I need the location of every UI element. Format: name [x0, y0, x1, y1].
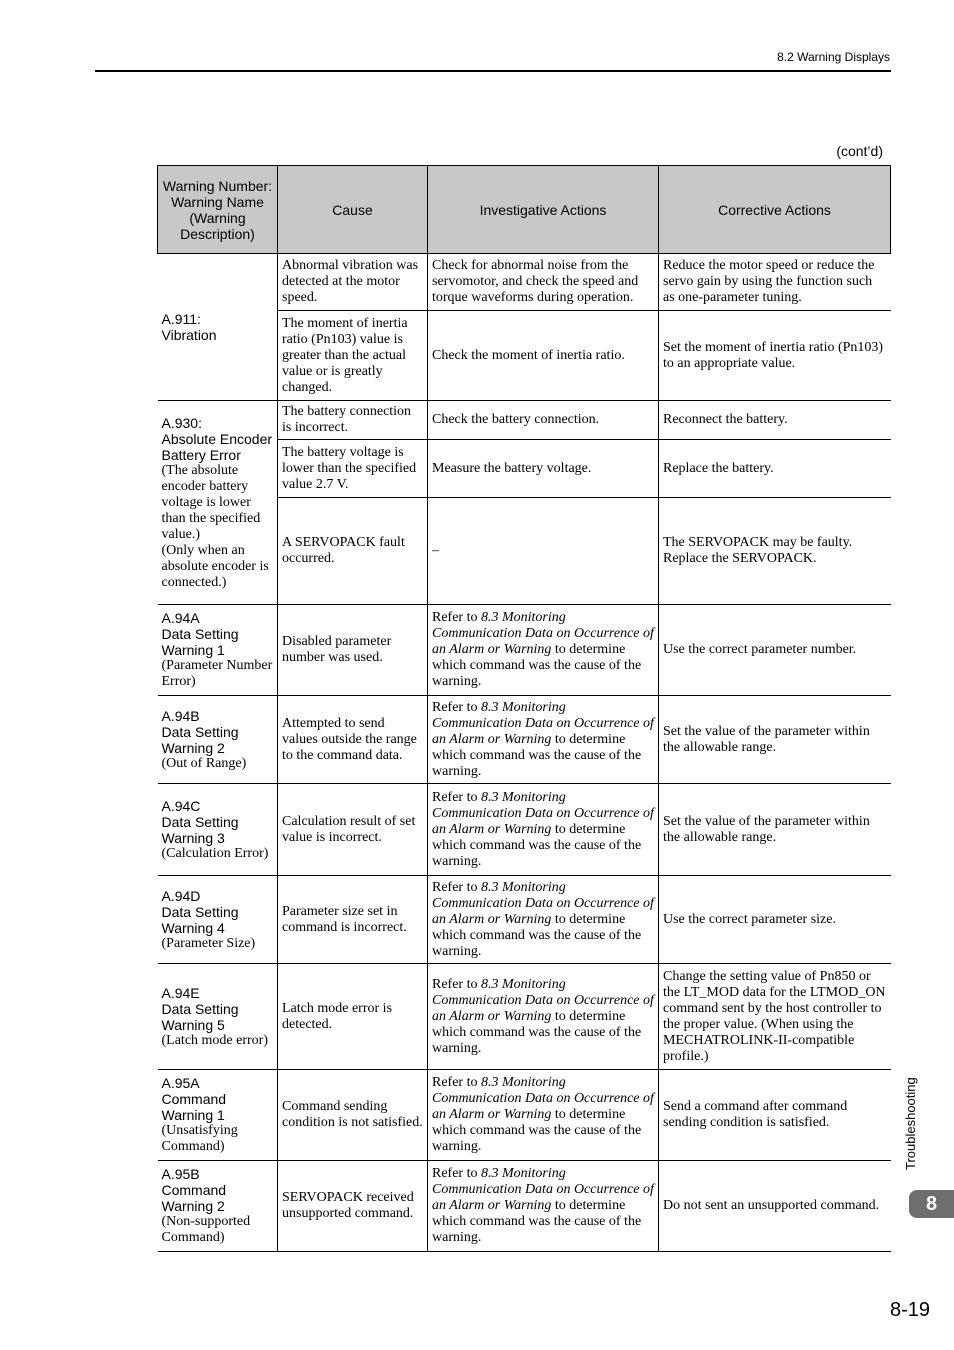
- header-cause: Cause: [278, 166, 428, 254]
- refer-prefix: Refer to: [432, 789, 481, 805]
- warning-description: (Calculation Error): [161, 845, 269, 861]
- table-row: [158, 605, 891, 696]
- warning-name: Command Warning 1: [161, 1091, 227, 1123]
- table-row: [158, 784, 891, 876]
- corrective-action-cell: Use the correct parameter size.: [659, 876, 891, 964]
- table-row: [158, 1070, 891, 1161]
- investigative-action-cell: [428, 1070, 659, 1161]
- warning-cell: [158, 784, 278, 876]
- refer-prefix: Refer to: [432, 879, 481, 895]
- refer-prefix: Refer to: [432, 1166, 481, 1181]
- warning-description: (Non-supported Command): [161, 1214, 251, 1245]
- cause-cell: Attempted to send values outside the range to the command data.: [278, 696, 428, 784]
- chapter-badge: 8: [909, 1190, 954, 1218]
- investigative-action-cell: [428, 605, 659, 696]
- warning-code: A.95B: [161, 1166, 200, 1182]
- investigative-action-cell: [428, 876, 659, 964]
- cause-cell: Disabled parameter number was used.: [278, 605, 428, 696]
- section-reference-link[interactable]: 8.3 Monitoring Communication Data on Occurrence of an Alarm or Warning: [432, 879, 654, 927]
- page-number: 8-19: [889, 1299, 930, 1321]
- table-row: [158, 401, 891, 440]
- refer-suffix: to determine which command was the cause of the warning.: [432, 731, 642, 779]
- warning-description: (Parameter Size): [161, 935, 256, 951]
- investigative-action-cell: [428, 440, 659, 498]
- investigative-action-cell: [428, 696, 659, 784]
- refer-prefix: Refer to: [432, 976, 481, 992]
- warning-name: Data Setting Warning 5: [161, 1000, 239, 1033]
- warning-cell: [158, 401, 278, 605]
- corrective-action-cell: Use the correct parameter number.: [659, 605, 891, 696]
- corrective-action-cell: Reduce the motor speed or reduce the servo gain by using the function such as one-parameter tuning.: [659, 254, 891, 311]
- corrective-action-cell: Set the moment of inertia ratio (Pn103) to an appropriate value.: [659, 311, 891, 401]
- warning-code: A.930:: [161, 414, 202, 431]
- refer-suffix: to determine which command was the cause of the warning.: [432, 642, 642, 689]
- warning-cell: [158, 605, 278, 696]
- cause-cell: The battery connection is incorrect.: [278, 401, 428, 440]
- corrective-action-cell: The SERVOPACK may be faulty. Replace the SERVOPACK.: [659, 498, 891, 605]
- refer-prefix: Refer to: [432, 610, 481, 625]
- warning-description: (Only when an absolute encoder is connected.): [161, 542, 269, 590]
- warning-table: [157, 165, 891, 1252]
- investigative-action-cell: [428, 401, 659, 440]
- cause-cell: Calculation result of set value is incorrect.: [278, 784, 428, 876]
- refer-suffix: to determine which command was the cause of the warning.: [432, 1107, 642, 1154]
- investigative-action-cell: [428, 964, 659, 1070]
- warning-name: Data Setting Warning 1: [161, 626, 239, 658]
- refer-prefix: Refer to: [432, 699, 481, 715]
- table-row: [158, 1161, 891, 1252]
- corrective-action-cell: Reconnect the battery.: [659, 401, 891, 440]
- warning-name: Data Setting Warning 4: [161, 903, 239, 936]
- investigative-text: Check the battery connection.: [432, 412, 600, 427]
- section-reference-link[interactable]: 8.3 Monitoring Communication Data on Occurrence of an Alarm or Warning: [432, 699, 654, 747]
- warning-description: (Latch mode error): [161, 1032, 268, 1048]
- section-reference-link[interactable]: 8.3 Monitoring Communication Data on Occurrence of an Alarm or Warning: [432, 1075, 654, 1122]
- corrective-action-cell: Set the value of the parameter within the allowable range.: [659, 784, 891, 876]
- cause-cell: The battery voltage is lower than the specified value 2.7 V.: [278, 440, 428, 498]
- table-row: [158, 254, 891, 311]
- investigative-text: –: [432, 543, 439, 558]
- section-reference-link[interactable]: 8.3 Monitoring Communication Data on Occurrence of an Alarm or Warning: [432, 789, 654, 837]
- cause-cell: Command sending condition is not satisfied.: [278, 1070, 428, 1161]
- header-rule: [95, 70, 891, 72]
- table-row: [158, 964, 891, 1070]
- refer-suffix: to determine which command was the cause of the warning.: [432, 1198, 642, 1245]
- continued-label: (cont’d): [836, 143, 883, 159]
- warning-name: Command Warning 2: [161, 1182, 227, 1214]
- warning-code: A.94E: [161, 984, 200, 1001]
- cause-cell: SERVOPACK received unsupported command.: [278, 1161, 428, 1252]
- warning-cell: [158, 876, 278, 964]
- warning-name: Vibration: [161, 327, 217, 343]
- cause-cell: Latch mode error is detected.: [278, 964, 428, 1070]
- investigative-text: Check the moment of inertia ratio.: [432, 347, 625, 363]
- table-body: [158, 254, 891, 1252]
- refer-suffix: to determine which command was the cause of the warning.: [432, 821, 642, 869]
- refer-prefix: Refer to: [432, 1075, 481, 1090]
- cause-cell: Abnormal vibration was detected at the motor speed.: [278, 254, 428, 311]
- section-reference-link[interactable]: 8.3 Monitoring Communication Data on Occurrence of an Alarm or Warning: [432, 976, 654, 1024]
- warning-code: A.94C: [161, 797, 201, 814]
- warning-cell: [158, 254, 278, 401]
- warning-cell: [158, 696, 278, 784]
- warning-description: (Parameter Number Error): [161, 658, 273, 689]
- section-reference-link[interactable]: 8.3 Monitoring Communication Data on Occurrence of an Alarm or Warning: [432, 1166, 654, 1213]
- warning-cell: [158, 1161, 278, 1252]
- warning-name: Data Setting Warning 2: [161, 723, 239, 756]
- table-row: [158, 876, 891, 964]
- cause-cell: A SERVOPACK fault occurred.: [278, 498, 428, 605]
- corrective-action-cell: Change the setting value of Pn850 or the LT_MOD data for the LTMOD_ON command sent by the host controller to the proper value. (When using the MECHATROLINK-II-compatible profile.): [659, 964, 891, 1070]
- cause-cell: Parameter size set in command is incorrect.: [278, 876, 428, 964]
- side-tab-label: Troubleshooting: [903, 1077, 918, 1170]
- investigative-action-cell: [428, 784, 659, 876]
- warning-name: Data Setting Warning 3: [161, 813, 239, 846]
- warning-description: (Unsatisfying Command): [161, 1123, 238, 1154]
- header-warning-number: Warning Number: Warning Name (Warning Description): [158, 166, 278, 254]
- investigative-action-cell: [428, 498, 659, 605]
- investigative-action-cell: [428, 1161, 659, 1252]
- cause-cell: The moment of inertia ratio (Pn103) value is greater than the actual value or is greatly changed.: [278, 311, 428, 401]
- corrective-action-cell: Replace the battery.: [659, 440, 891, 498]
- refer-suffix: to determine which command was the cause of the warning.: [432, 911, 642, 959]
- section-reference-link[interactable]: 8.3 Monitoring Communication Data on Occurrence of an Alarm or Warning: [432, 610, 654, 657]
- warning-code: A.95A: [161, 1075, 200, 1091]
- warning-code: A.94A: [161, 610, 200, 626]
- warning-code: A.911:: [161, 311, 201, 327]
- corrective-action-cell: Set the value of the parameter within the allowable range.: [659, 696, 891, 784]
- refer-suffix: to determine which command was the cause of the warning.: [432, 1008, 642, 1056]
- header-corrective-actions: Corrective Actions: [659, 166, 891, 254]
- warning-cell: [158, 964, 278, 1070]
- warning-cell: [158, 1070, 278, 1161]
- warning-code: A.94B: [161, 707, 200, 724]
- header-investigative-actions: Investigative Actions: [428, 166, 659, 254]
- investigative-action-cell: [428, 311, 659, 401]
- investigative-text: Check for abnormal noise from the servomotor, and check the speed and torque waveforms during operation.: [432, 258, 639, 305]
- table-header-row: [158, 166, 891, 254]
- warning-description: (Out of Range): [161, 755, 247, 771]
- investigative-text: Measure the battery voltage.: [432, 460, 592, 476]
- running-header: 8.2 Warning Displays: [777, 50, 890, 64]
- corrective-action-cell: Do not sent an unsupported command.: [659, 1161, 891, 1252]
- table-row: [158, 696, 891, 784]
- investigative-action-cell: [428, 254, 659, 311]
- corrective-action-cell: Send a command after command sending condition is satisfied.: [659, 1070, 891, 1161]
- warning-code: A.94D: [161, 887, 201, 904]
- warning-name: Absolute Encoder Battery Error: [161, 430, 273, 463]
- warning-description: (The absolute encoder battery voltage is lower than the specified value.): [161, 462, 261, 542]
